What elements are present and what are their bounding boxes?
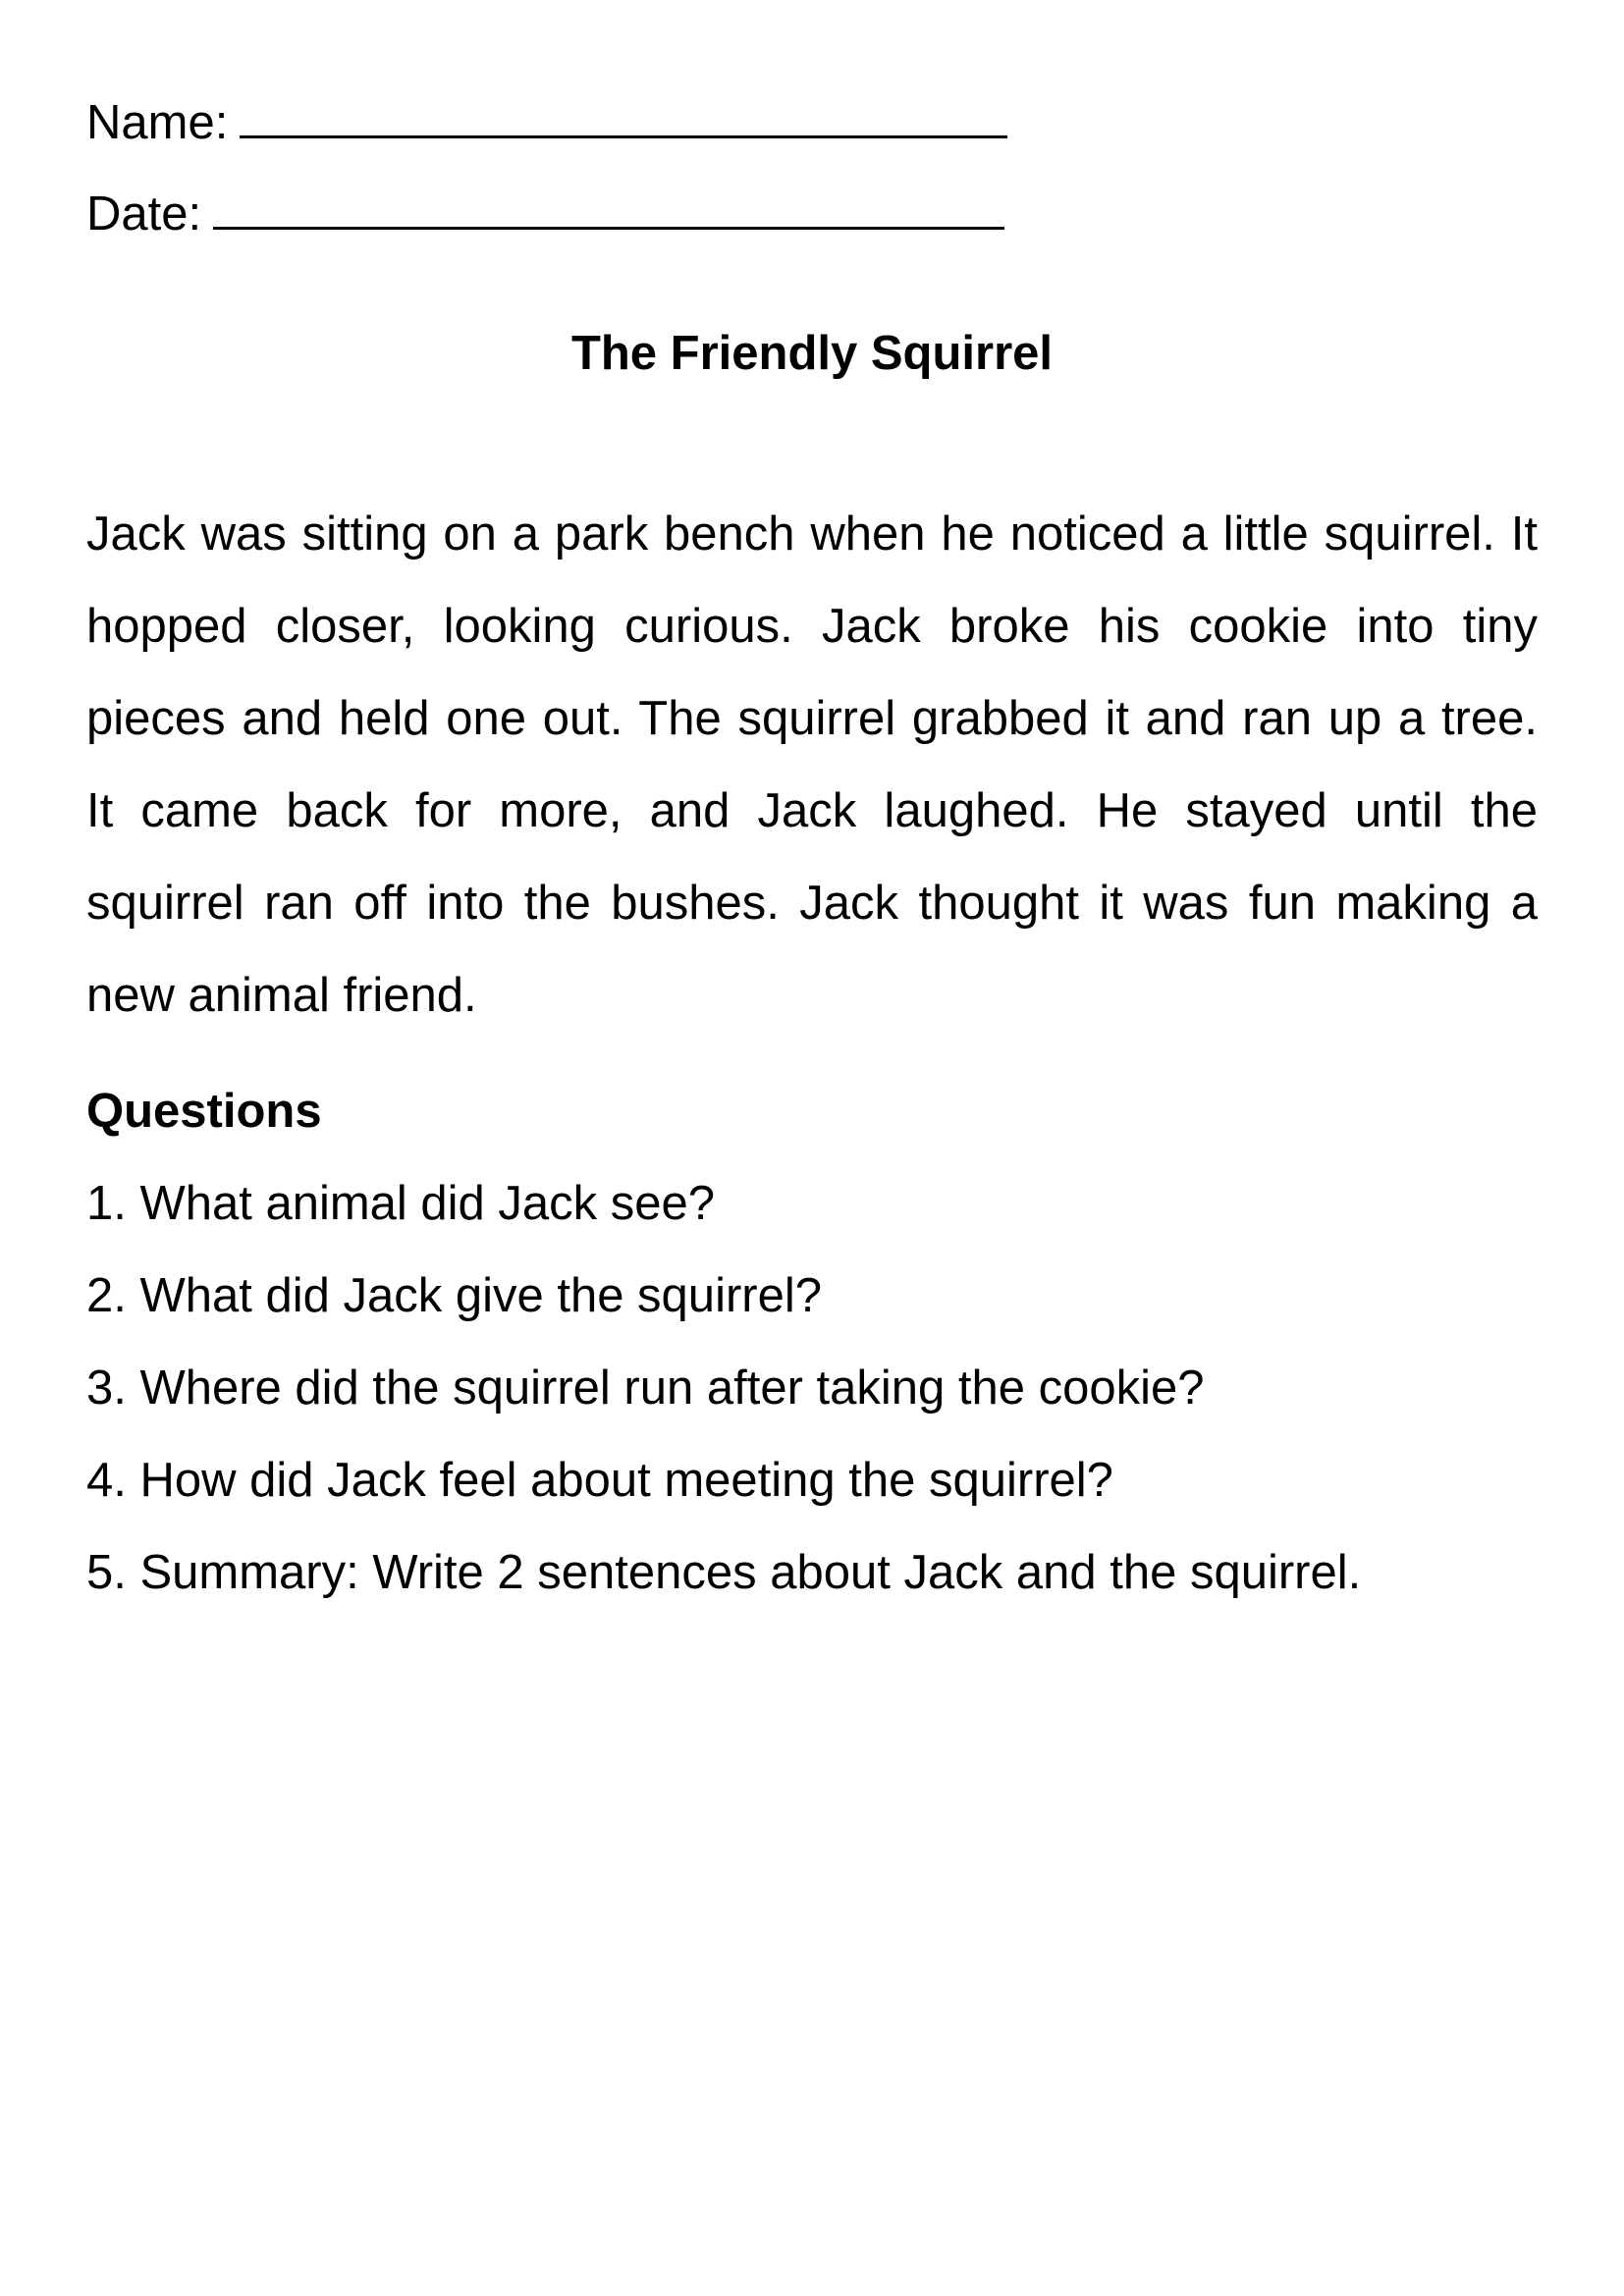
question-item: 2. What did Jack give the squirrel? — [86, 1269, 822, 1322]
question-item: 4. How did Jack feel about meeting the squirrel? — [86, 1454, 1113, 1507]
date-blank-line[interactable] — [213, 184, 1004, 230]
question-item: 1. What animal did Jack see? — [86, 1177, 716, 1230]
question-item: 3. Where did the squirrel run after taking the cookie? — [86, 1362, 1205, 1415]
question-list — [86, 1174, 1361, 1635]
name-blank-line[interactable] — [240, 92, 1007, 138]
question-item: 5. Summary: Write 2 sentences about Jack and the squirrel. — [86, 1546, 1362, 1599]
name-label: Name: — [86, 96, 229, 149]
story-text: Jack was sitting on a park bench when he noticed a little squirrel. It hopped closer, looking curious. Jack broke his cookie into tiny pieces and held one out. The squirrel grabbed it and ran up a tree. It came back for more, and Jack laughed. He stayed until the squirrel ran off into the bushes. Jack thought it was fun making a new animal friend. — [86, 507, 1538, 1022]
questions-heading: Questions — [86, 1085, 322, 1138]
story-title: The Friendly Squirrel — [570, 327, 1054, 380]
date-field — [86, 184, 1004, 243]
name-field — [86, 92, 1007, 152]
date-label: Date: — [86, 187, 202, 240]
